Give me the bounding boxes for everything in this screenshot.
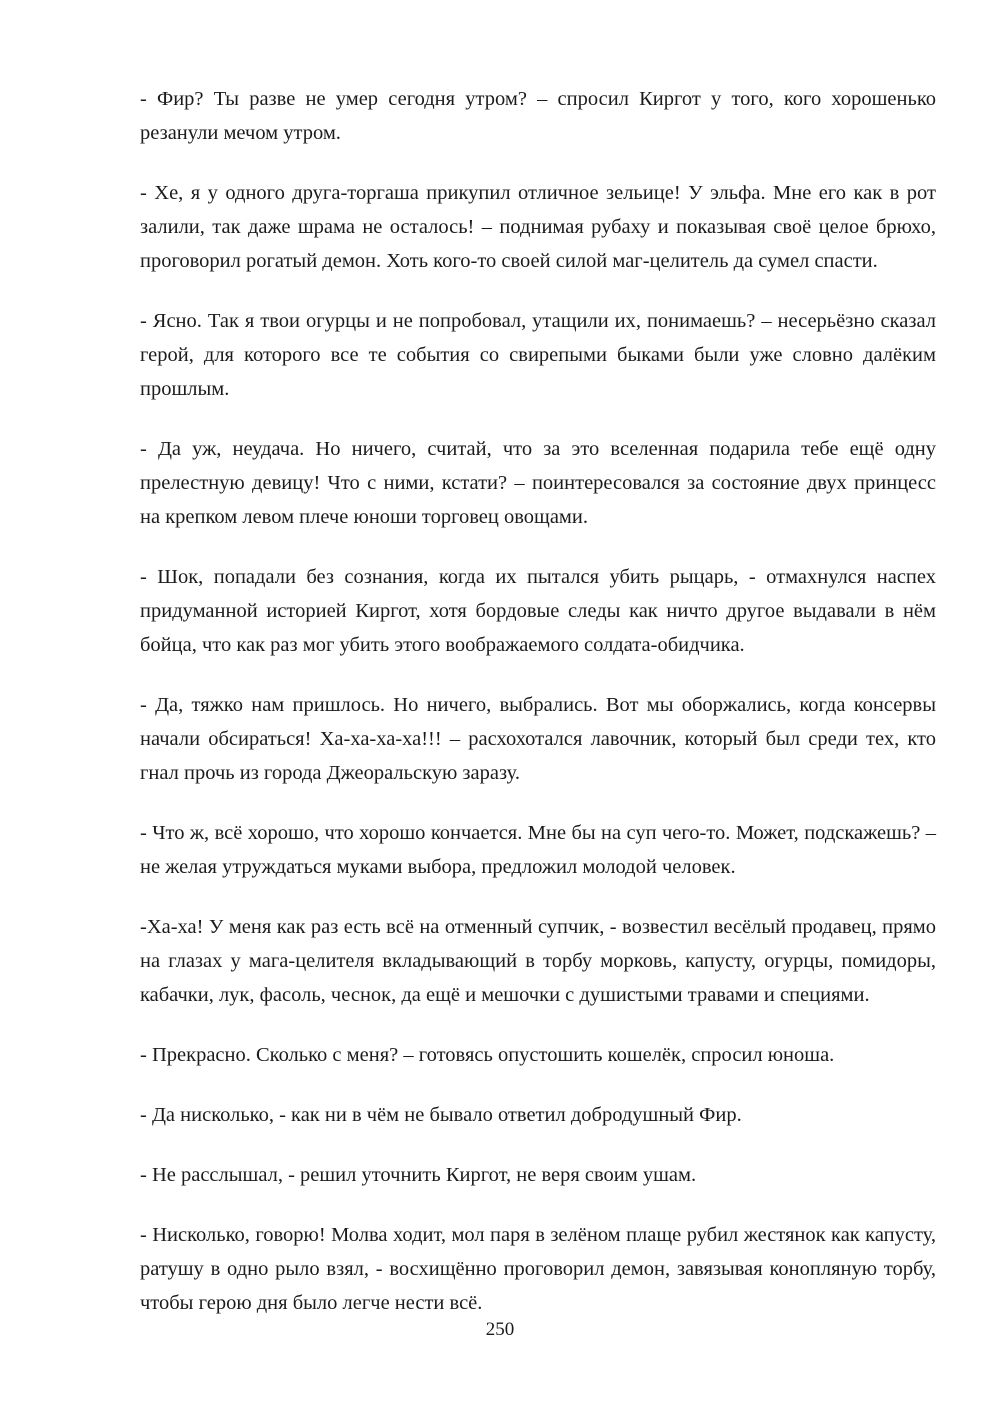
- paragraph: - Шок, попадали без сознания, когда их пытался убить рыцарь, - отмахнулся наспех придуманной историей Киргот, хотя бордовые следы как ничто другое выдавали в нём бойца, что как раз мог убить этого воображаемого солдата-обидчика.: [140, 566, 936, 656]
- paragraph: - Да нисколько, - как ни в чём не бывало ответил добродушный Фир.: [140, 1104, 742, 1126]
- paragraph: - Что ж, всё хорошо, что хорошо кончается. Мне бы на суп чего-то. Может, подскажешь? – не желая утруждаться муками выбора, предложил молодой человек.: [140, 822, 936, 878]
- paragraph: - Хе, я у одного друга-торгаша прикупил отличное зельице! У эльфа. Мне его как в рот залили, так даже шрама не осталось! – поднимая рубаху и показывая своё целое брюхо, проговорил рогатый демон. Хоть кого-то своей силой маг-целитель да сумел спасти.: [140, 182, 936, 272]
- paragraph: - Да, тяжко нам пришлось. Но ничего, выбрались. Вот мы оборжались, когда консервы начали обсираться! Ха-ха-ха-ха!!! – расхохотался лавочник, который был среди тех, кто гнал прочь из города Джеоральскую заразу.: [140, 694, 936, 784]
- paragraph: - Да уж, неудача. Но ничего, считай, что за это вселенная подарила тебе ещё одну прелестную девицу! Что с ними, кстати? – поинтересовался за состояние двух принцесс на крепком левом плече юноши торговец овощами.: [140, 438, 936, 528]
- paragraph: - Не расслышал, - решил уточнить Киргот, не веря своим ушам.: [140, 1164, 697, 1186]
- paragraph: - Нисколько, говорю! Молва ходит, мол паря в зелёном плаще рубил жестянок как капусту, ратушу в одно рыло взял, - восхищённо проговорил демон, завязывая конопляную торбу, чтобы герою дня было легче нести всё.: [140, 1224, 936, 1314]
- page-number: 250: [485, 1319, 515, 1340]
- paragraph: - Фир? Ты разве не умер сегодня утром? – спросил Киргот у того, кого хорошенько резанули мечом утром.: [140, 88, 936, 144]
- paragraph: - Ясно. Так я твои огурцы и не попробовал, утащили их, понимаешь? – несерьёзно сказал герой, для которого все те события со свирепыми быками были уже словно далёким прошлым.: [140, 310, 936, 400]
- paragraph: - Прекрасно. Сколько с меня? – готовясь опустошить кошелёк, спросил юноша.: [140, 1044, 835, 1066]
- page-text-body: [140, 82, 936, 1320]
- paragraph: -Ха-ха! У меня как раз есть всё на отменный супчик, - возвестил весёлый продавец, прямо на глазах у мага-целителя вкладывающий в торбу морковь, капусту, огурцы, помидоры, кабачки, лук, фасоль, чеснок, да ещё и мешочки с душистыми травами и специями.: [140, 916, 936, 1006]
